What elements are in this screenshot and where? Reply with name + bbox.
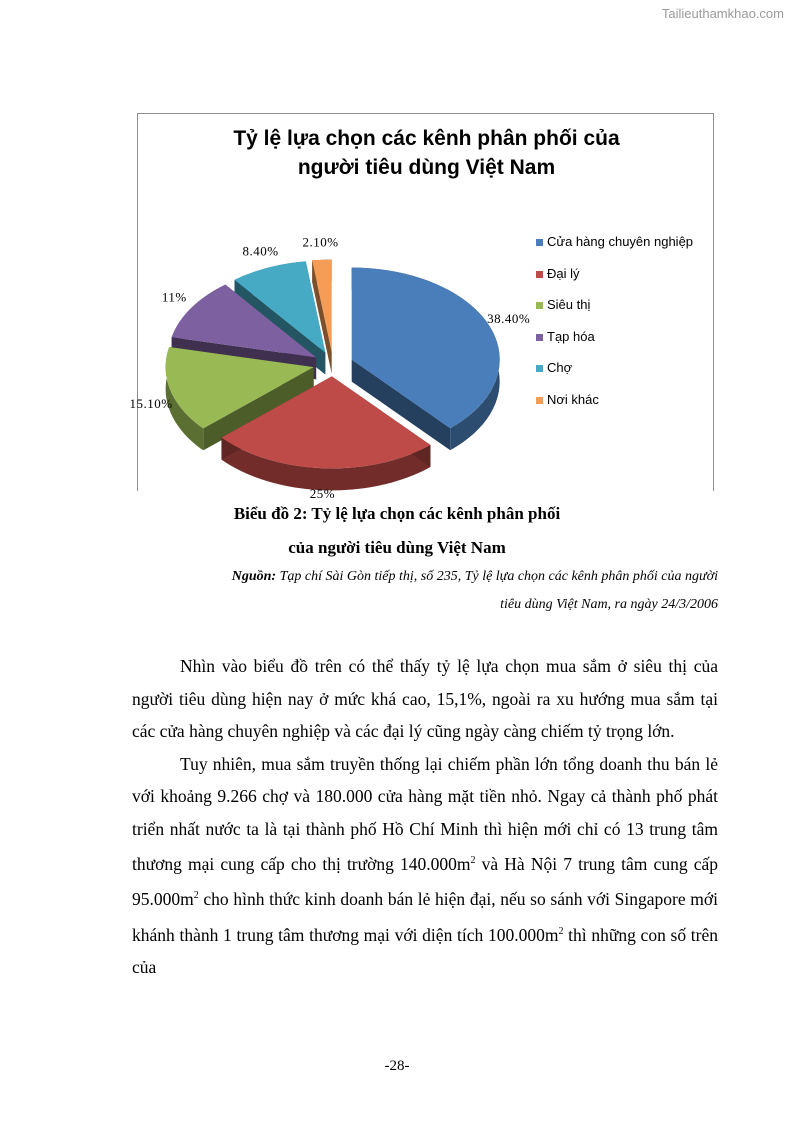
figure-caption-line2: của người tiêu dùng Việt Nam [288, 538, 506, 557]
source-label: Nguồn: [231, 569, 277, 584]
legend-label: Đại lý [547, 265, 580, 281]
paragraph-2 [132, 748, 718, 984]
page-number: -28- [384, 1058, 410, 1074]
figure-caption-line1: Biểu đồ 2: Tỷ lệ lựa chọn các kênh phân phối [233, 504, 561, 523]
pie-slice-1 [352, 268, 500, 429]
superscript: 2 [193, 890, 199, 902]
legend-swatch [536, 334, 543, 341]
paragraph-2-part3: cho hình thức kinh doanh bán lẻ hiện đại, nếu so sánh với Singapore mới khánh thành 1 trung tâm thương mại với diện tích 100.000m [132, 889, 718, 945]
legend-swatch [536, 397, 543, 404]
legend-swatch [536, 365, 543, 372]
legend-swatch [536, 239, 543, 246]
legend-label: Cửa hàng chuyên nghiệp [547, 234, 694, 249]
paragraph-2-part2: và Hà Nội 7 trung tâm cung cấp 95.000m [132, 853, 718, 910]
chart-title-line1: Tỷ lệ lựa chọn các kênh phân phối của [233, 127, 620, 150]
data-label: 25% [309, 485, 336, 501]
superscript: 2 [558, 925, 564, 937]
data-label: 8.40% [242, 243, 279, 259]
legend-label: Chợ [547, 360, 573, 375]
source-line2: tiêu dùng Việt Nam, ra ngày 24/3/2006 [500, 597, 718, 612]
data-label: 38.40% [487, 311, 531, 327]
watermark: Tailieuthamkhao.com [661, 6, 784, 21]
legend-swatch [536, 302, 543, 309]
paragraph-2-part4: thì những con số trên của [132, 924, 718, 977]
data-label: 11% [161, 289, 187, 305]
legend-label: Siêu thị [547, 297, 591, 312]
paragraph-1: Nhìn vào biểu đồ trên có thể thấy tỷ lệ lựa chọn mua sắm ở siêu thị của người tiêu dùng hiện nay ở mức khá cao, 15,1%, ngoài ra xu hướng mua sắm tại các cửa hàng chuyên nghiệp và các đại lý cũng ngày càng chiếm tỷ trọng lớn. [132, 656, 718, 741]
data-label: 15.10% [129, 396, 173, 412]
body-text [132, 650, 718, 983]
chart-title [138, 124, 715, 182]
legend-label: Nơi khác [547, 391, 599, 407]
superscript: 2 [470, 855, 476, 866]
data-label: 2.10% [302, 234, 339, 250]
legend-swatch [536, 271, 543, 278]
chart-title-line2: người tiêu dùng Việt Nam [297, 156, 556, 179]
pie-chart [129, 113, 714, 501]
source-text1: Tạp chí Sài Gòn tiếp thị, số 235, Tỷ lệ lựa chọn các kênh phân phối của người [279, 569, 718, 584]
paragraph-2-part1: Tuy nhiên, mua sắm truyền thống lại chiếm phần lớn tổng doanh thu bán lẻ với khoảng 9.266 chợ và 180.000 cửa hàng mặt tiền nhỏ. Ngay cả thành phố phát triển nhất nước ta là tại thành phố Hồ Chí Minh thì hiện mới chỉ có 13 trung tâm thương mại cung cấp cho thị trường 140.000m [132, 753, 718, 874]
source-line1 [118, 569, 718, 585]
legend-label: Tạp hóa [547, 328, 595, 344]
